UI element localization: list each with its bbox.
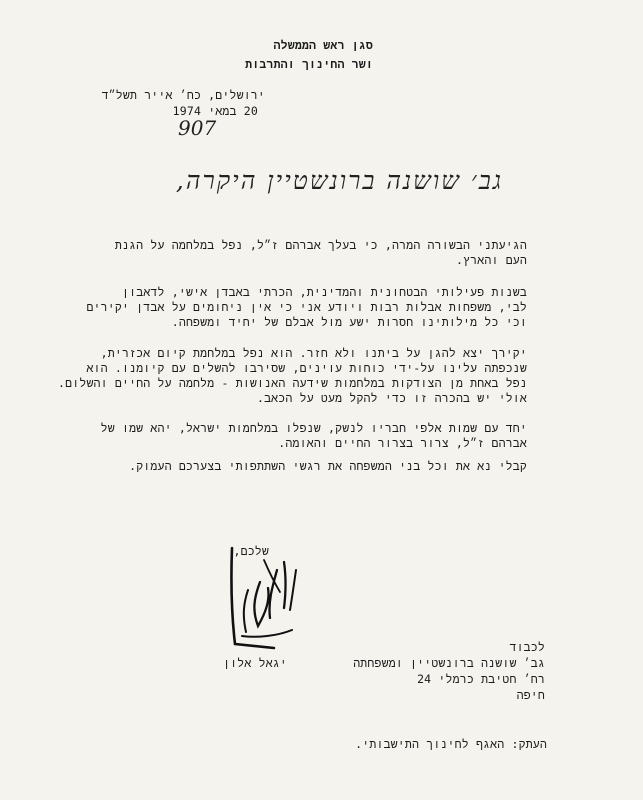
recipient-name: גב׳ שושנה ברונשטיין ומשפחתה bbox=[353, 656, 545, 670]
paragraph-5-line-1: קבלי נא את וכל בני המשפחה את רגשי השתתפותי בצערכם העמוק. bbox=[129, 459, 527, 473]
closing: שלכם, bbox=[233, 544, 269, 558]
paragraph-3-line-3: נפל באחת מן הצודקות במלחמות שידעה האנושות - מלחמה על החיים והשלום. bbox=[58, 376, 527, 390]
salutation: גב׳ שושנה ברונשטיין היקרה, bbox=[175, 166, 503, 195]
paragraph-4-line-2: אברהם ז״ל, צרור בצרור החיים והאומה. bbox=[278, 436, 527, 450]
date-hebrew: ירושלים, כח׳ אייר תשל״ד bbox=[101, 88, 265, 102]
recipient-city: חיפה bbox=[516, 688, 545, 702]
paragraph-2-line-3: וכי כל מילותינו חסרות ישע מול אבלם של יחיד ומשפחה. bbox=[171, 315, 527, 329]
recipient-to: לכבוד bbox=[509, 640, 545, 654]
paragraph-1-line-2: העם והארץ. bbox=[455, 253, 527, 267]
signer-name: יגאל אלון bbox=[223, 656, 287, 670]
paragraph-3-line-4: אולי יש בהכרה זו כדי להקל מעט על הכאב. bbox=[256, 391, 527, 405]
paragraph-2-line-2: לבי, משפחות אבלות רבות ויודע אני כי אין ניחומים על אבדן יקירים bbox=[86, 300, 527, 314]
signature bbox=[222, 540, 312, 650]
paragraph-1-line-1: הגיעתני הבשורה המרה, כי בעלך אברהם ז״ל, נפל במלחמה על הגנת bbox=[114, 238, 527, 252]
paragraph-3-line-2: שנכפתה עלינו על-ידי כוחות עוינים, שסירבו להשלים עם קיומנו. הוא bbox=[86, 361, 527, 375]
paragraph-4-line-1: יחד עם שמות אלפי חבריו לנשק, שנפלו במלחמות ישראל, יהא שמו של bbox=[100, 421, 527, 435]
copy-line: העתק: האגף לחינוך התישבותי. bbox=[355, 737, 547, 751]
letterhead-subtitle: ושר החינוך והתרבות bbox=[245, 57, 373, 71]
paragraph-2-line-1: בשנות פעילותי הבטחונית והמדינית, הכרתי באבדן אישי, לדאבון bbox=[122, 285, 527, 299]
date-gregorian: 20 במאי 1974 bbox=[172, 104, 258, 118]
recipient-street: רח׳ חטיבת כרמלי 24 bbox=[417, 672, 545, 686]
handwritten-number: 907 bbox=[178, 116, 217, 140]
paragraph-3-line-1: יקירך יצא להגן על ביתנו ולא חזר. הוא נפל במלחמת קיום אכזרית, bbox=[100, 346, 527, 360]
letterhead-title: סגן ראש הממשלה bbox=[273, 38, 373, 52]
